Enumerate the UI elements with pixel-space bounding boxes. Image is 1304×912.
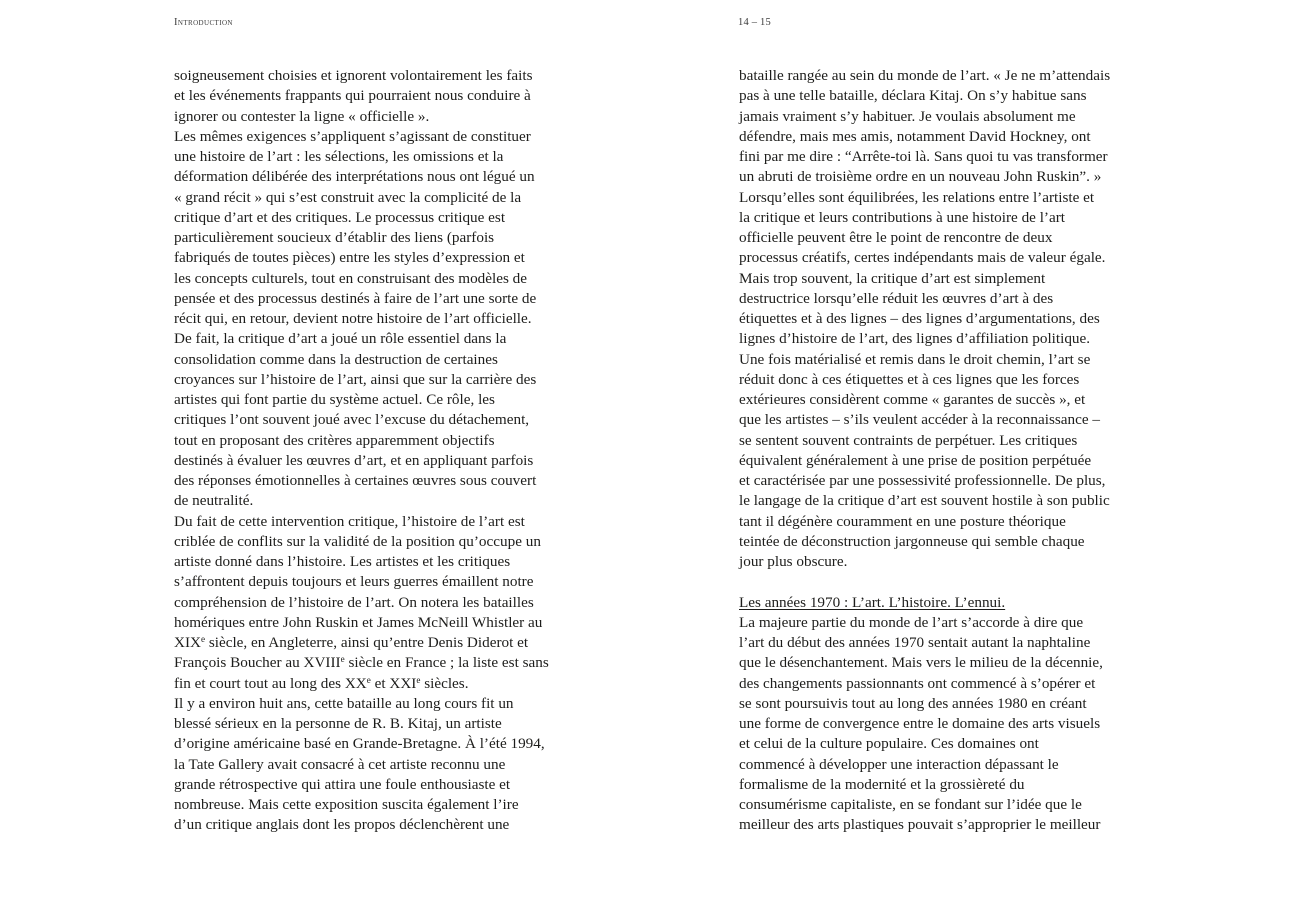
text-line: croyances sur l’histoire de l’art, ainsi que sur la carrière des <box>174 370 537 388</box>
text-line: de neutralité. <box>174 492 254 510</box>
text-line: consolidation comme dans la destruction de certaines <box>174 350 498 368</box>
text-line: nombreuse. Mais cette exposition suscita également l’ire <box>174 796 519 813</box>
text-line: s’affrontent depuis toujours et leurs guerres émaillent notre <box>174 573 534 591</box>
text-line: XIXe siècle, en Angleterre, ainsi qu’entre Denis Diderot et <box>174 633 529 651</box>
left-page-column <box>174 66 574 836</box>
text-line: récit qui, en retour, devient notre histoire de l’art officielle. <box>174 310 532 327</box>
text-line: ignorer ou contester la ligne « officielle ». <box>174 107 430 125</box>
text-line: déformation délibérée des interprétations nous ont légué un <box>174 168 535 186</box>
right-body-text-b <box>739 613 1139 836</box>
text-line: fini par me dire : “Arrête-toi là. Sans quoi tu vas transformer <box>739 148 1108 165</box>
section-heading: Les années 1970 : L’art. L’histoire. L’ennui. <box>739 593 1006 611</box>
right-page-column <box>739 66 1139 836</box>
text-line: Il y a environ huit ans, cette bataille au long cours fit un <box>174 694 514 712</box>
text-line: Du fait de cette intervention critique, l’histoire de l’art est <box>174 512 525 530</box>
text-line: et celui de la culture populaire. Ces domaines ont <box>739 735 1039 753</box>
text-line: un abruti de troisième ordre en un nouveau John Ruskin”. » <box>739 168 1102 186</box>
text-line: d’origine américaine basé en Grande-Bretagne. À l’été 1994, <box>174 735 545 753</box>
text-line: critiques l’ont souvent joué avec l’excuse du détachement, <box>174 411 530 429</box>
text-line: criblée de conflits sur la validité de la position qu’occupe un <box>174 532 541 550</box>
text-line: consumérisme capitaliste, en se fondant sur l’idée que le <box>739 796 1082 813</box>
text-line: pensée et des processus destinés à faire de l’art une sorte de <box>174 289 537 307</box>
section-title: Introduction <box>174 17 233 28</box>
text-line: extérieures considèrent comme « garantes de succès », et <box>739 391 1086 408</box>
text-line: lignes d’histoire de l’art, des lignes d’affiliation politique. <box>739 330 1091 348</box>
text-line: destructrice lorsqu’elle réduit les œuvres d’art à des <box>739 289 1054 307</box>
text-line: homériques entre John Ruskin et James McNeill Whistler au <box>174 613 543 631</box>
text-line: Les mêmes exigences s’appliquent s’agissant de constituer <box>174 127 531 145</box>
text-line: Une fois matérialisé et remis dans le droit chemin, l’art se <box>739 350 1091 368</box>
paragraph-gap <box>739 572 1139 592</box>
text-line: se sont poursuivis tout au long des années 1980 en créant <box>739 694 1087 712</box>
text-line: officielle peuvent être le point de rencontre de deux <box>739 229 1053 246</box>
text-line: François Boucher au XVIIIe siècle en France ; la liste est sans <box>174 654 549 672</box>
text-line: la critique et leurs contributions à une histoire de l’art <box>739 208 1066 226</box>
text-line: une histoire de l’art : les sélections, les omissions et la <box>174 148 504 165</box>
text-line: blessé sérieux en la personne de R. B. Kitaj, un artiste <box>174 715 502 732</box>
text-line: particulièrement soucieux d’établir des liens (parfois <box>174 229 495 246</box>
page-numbers: 14 – 15 <box>738 17 771 28</box>
text-line: que le désenchantement. Mais vers le milieu de la décennie, <box>739 654 1103 672</box>
text-line: Lorsqu’elles sont équilibrées, les relations entre l’artiste et <box>739 188 1095 206</box>
text-line: fabriqués de toutes pièces) entre les styles d’expression et <box>174 249 525 267</box>
text-line: Mais trop souvent, la critique d’art est simplement <box>739 269 1046 287</box>
text-line: et les événements frappants qui pourraient nous conduire à <box>174 87 531 105</box>
text-line: De fait, la critique d’art a joué un rôle essentiel dans la <box>174 330 507 348</box>
text-line: processus créatifs, certes indépendants mais de valeur égale. <box>739 249 1106 267</box>
text-line: l’art du début des années 1970 sentait autant la naphtaline <box>739 634 1091 651</box>
text-line: défendre, mais mes amis, notamment David Hockney, ont <box>739 127 1091 145</box>
text-line: équivalent généralement à une prise de position perpétuée <box>739 451 1092 469</box>
text-line: la Tate Gallery avait consacré à cet artiste reconnu une <box>174 755 506 773</box>
text-line: fin et court tout au long des XXe et XXIe siècles. <box>174 674 469 692</box>
text-line: des changements passionnants ont commencé à s’opérer et <box>739 674 1096 692</box>
text-line: bataille rangée au sein du monde de l’art. « Je ne m’attendais <box>739 67 1111 84</box>
text-line: une forme de convergence entre le domaine des arts visuels <box>739 715 1101 732</box>
text-line: les concepts culturels, tout en construisant des modèles de <box>174 269 528 287</box>
text-line: grande rétrospective qui attira une foule enthousiaste et <box>174 775 511 793</box>
text-line: pas à une telle bataille, déclara Kitaj. On s’y habitue sans <box>739 87 1087 105</box>
text-line: teintée de déconstruction jargonneuse qui semble chaque <box>739 532 1085 550</box>
text-line: compréhension de l’histoire de l’art. On notera les batailles <box>174 593 534 611</box>
text-line: La majeure partie du monde de l’art s’accorde à dire que <box>739 613 1084 631</box>
text-line: formalisme de la modernité et la grossièreté du <box>739 775 1025 793</box>
text-line: tant il dégénère couramment en une posture théorique <box>739 512 1066 530</box>
text-line: jour plus obscure. <box>739 553 848 570</box>
text-line: que les artistes – s’ils veulent accéder à la reconnaissance – <box>739 411 1100 429</box>
text-line: meilleur des arts plastiques pouvait s’approprier le meilleur <box>739 816 1101 834</box>
text-line: soigneusement choisies et ignorent volontairement les faits <box>174 67 533 84</box>
text-line: se sentent souvent contraints de perpétuer. Les critiques <box>739 431 1078 449</box>
text-line: réduit donc à ces étiquettes et à ces lignes que les forces <box>739 370 1080 388</box>
text-line: artistes qui font partie du système actuel. Ce rôle, les <box>174 391 495 408</box>
text-line: d’un critique anglais dont les propos déclenchèrent une <box>174 816 510 834</box>
text-line: des réponses émotionnelles à certaines œuvres sous couvert <box>174 472 537 489</box>
text-line: le langage de la critique d’art est souvent hostile à son public <box>739 492 1110 510</box>
text-line: destinés à évaluer les œuvres d’art, et en appliquant parfois <box>174 451 534 469</box>
text-line: jamais vraiment s’y habituer. Je voulais absolument me <box>739 107 1076 125</box>
text-line: et caractérisée par une possessivité professionnelle. De plus, <box>739 472 1106 489</box>
text-line: « grand récit » qui s’est construit avec la complicité de la <box>174 188 522 206</box>
text-line: tout en proposant des critères apparemment objectifs <box>174 431 495 449</box>
right-body-text-a <box>739 66 1139 572</box>
text-line: commencé à développer une interaction dépassant le <box>739 755 1059 773</box>
text-line: critique d’art et des critiques. Le processus critique est <box>174 208 506 226</box>
text-line: artiste donné dans l’histoire. Les artistes et les critiques <box>174 553 511 570</box>
text-line: étiquettes et à des lignes – des lignes d’argumentations, des <box>739 310 1100 327</box>
